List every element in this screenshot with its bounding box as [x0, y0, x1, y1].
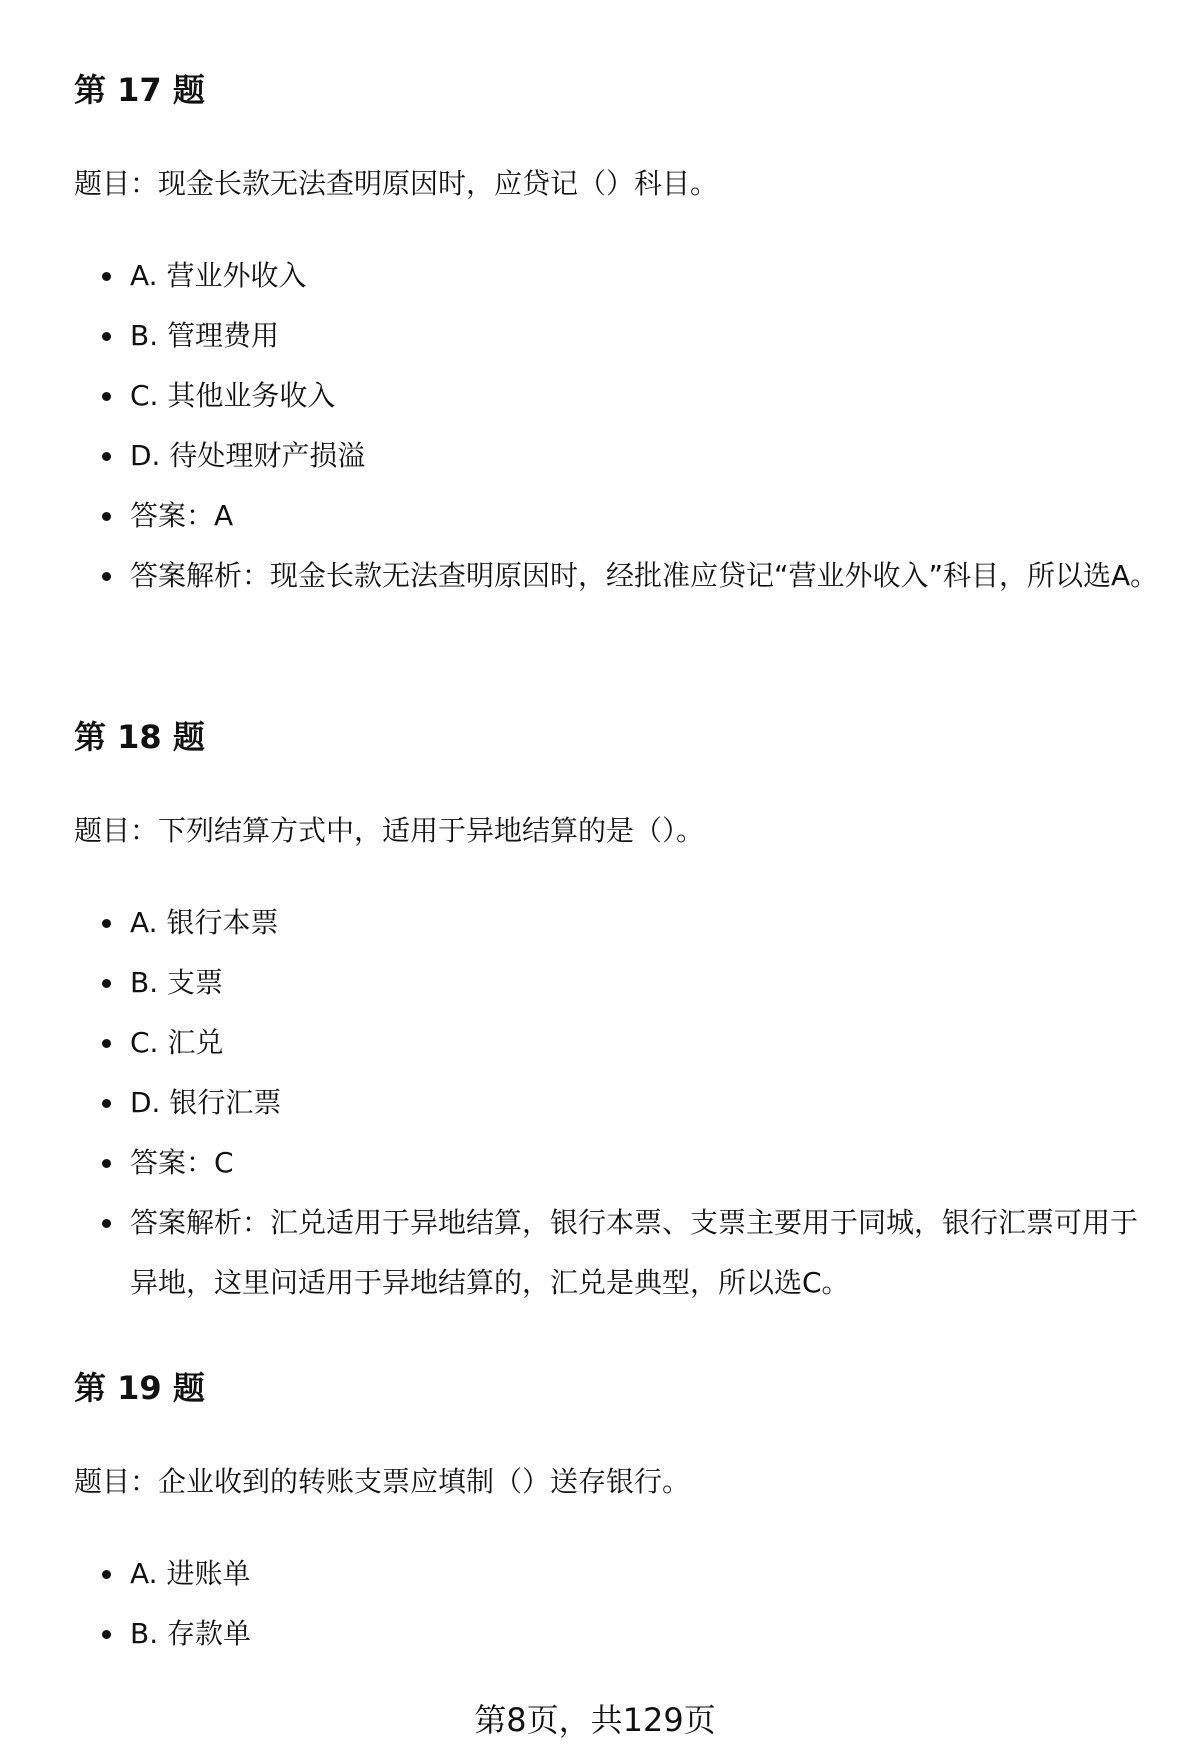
- option-text: A. 银行本票: [130, 906, 279, 939]
- question-stem: 题目：企业收到的转账支票应填制（）送存银行。: [74, 1465, 691, 1498]
- bullet-icon: [102, 272, 111, 281]
- explanation-text: 答案解析：汇兑适用于异地结算，银行本票、支票主要用于同城，银行汇票可用于异地，这里问适用于异地结算的，汇兑是典型，所以选C。: [130, 1206, 1139, 1299]
- bullet-icon: [102, 919, 111, 928]
- option-b: [74, 306, 1164, 366]
- bullet-icon: [102, 572, 111, 581]
- bullet-icon: [102, 1099, 111, 1108]
- answer: [74, 486, 1164, 546]
- question-heading: 第 18 题: [74, 718, 205, 756]
- option-text: B. 支票: [130, 966, 224, 999]
- bullet-icon: [102, 979, 111, 988]
- option-a: [74, 1544, 1164, 1604]
- option-d: [74, 1073, 1164, 1133]
- bullet-icon: [102, 1630, 111, 1639]
- bullet-icon: [102, 332, 111, 341]
- option-b: [74, 953, 1164, 1013]
- answer-explanation: [74, 1193, 1164, 1313]
- option-text: D. 待处理财产损溢: [130, 439, 366, 472]
- option-list: [74, 893, 1164, 1313]
- option-a: [74, 893, 1164, 953]
- bullet-icon: [102, 452, 111, 461]
- option-text: A. 进账单: [130, 1557, 251, 1590]
- page-footer: 第8页，共129页: [474, 1701, 716, 1739]
- question-19: [74, 1368, 1164, 1664]
- option-text: B. 存款单: [130, 1617, 252, 1650]
- explanation-text: 答案解析：现金长款无法查明原因时，经批准应贷记“营业外收入”科目，所以选A。: [130, 559, 1159, 592]
- option-text: A. 营业外收入: [130, 259, 307, 292]
- bullet-icon: [102, 512, 111, 521]
- option-list: [74, 1544, 1164, 1664]
- option-a: [74, 246, 1164, 306]
- question-heading: 第 19 题: [74, 1369, 205, 1407]
- option-list: [74, 246, 1164, 606]
- bullet-icon: [102, 1570, 111, 1579]
- question-17: [74, 70, 1164, 606]
- answer-text: 答案：A: [130, 499, 234, 532]
- bullet-icon: [102, 1039, 111, 1048]
- option-b: [74, 1604, 1164, 1664]
- question-heading: 第 17 题: [74, 71, 205, 109]
- question-stem: 题目：现金长款无法查明原因时，应贷记（）科目。: [74, 167, 719, 200]
- option-c: [74, 366, 1164, 426]
- question-18: [74, 717, 1164, 1313]
- option-text: C. 其他业务收入: [130, 379, 336, 412]
- answer-text: 答案：C: [130, 1146, 234, 1179]
- answer-explanation: [74, 546, 1164, 606]
- answer: [74, 1133, 1164, 1193]
- bullet-icon: [102, 1219, 111, 1228]
- bullet-icon: [102, 1159, 111, 1168]
- question-stem: 题目：下列结算方式中，适用于异地结算的是（）。: [74, 814, 705, 847]
- option-text: B. 管理费用: [130, 319, 280, 352]
- bullet-icon: [102, 392, 111, 401]
- option-text: D. 银行汇票: [130, 1086, 282, 1119]
- option-c: [74, 1013, 1164, 1073]
- option-d: [74, 426, 1164, 486]
- option-text: C. 汇兑: [130, 1026, 224, 1059]
